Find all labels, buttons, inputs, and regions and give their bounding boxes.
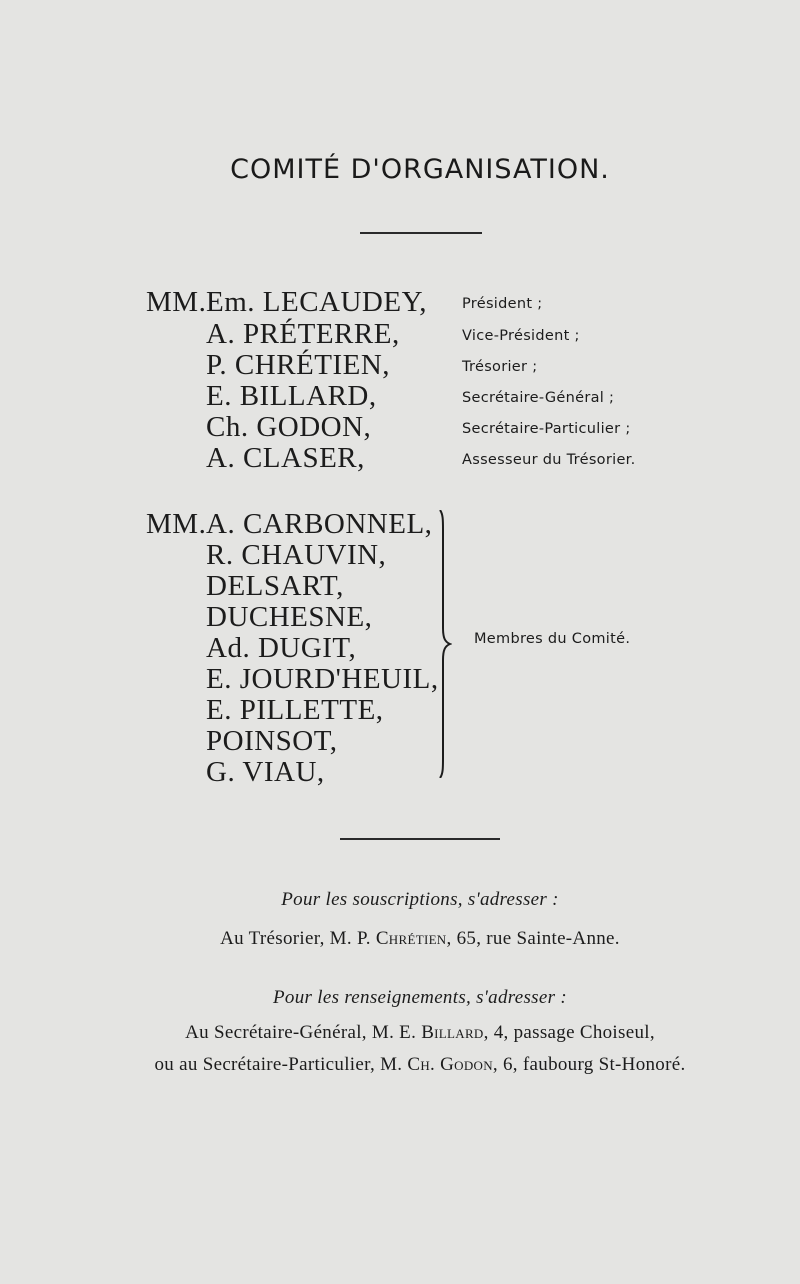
bureau-member-role: Vice-Président ; — [462, 328, 580, 344]
committee-brace — [430, 510, 452, 778]
subscriptions-text: Au Trésorier, M. P. — [220, 928, 376, 949]
bureau-member-role: Assesseur du Trésorier. — [462, 452, 636, 468]
information-text-end: , 4, passage Choiseul, — [483, 1022, 655, 1043]
committee-member: A. CARBONNEL, — [206, 508, 433, 540]
committee-label: Membres du Comité. — [474, 631, 631, 647]
committee-member: Ad. DUGIT, — [206, 632, 357, 664]
information-text-end: , 6, faubourg St-Honoré. — [492, 1054, 686, 1075]
committee-member: G. VIAU, — [206, 756, 325, 788]
bureau-member-name: E. BILLARD, — [206, 380, 377, 412]
bureau-member-role: Secrétaire-Particulier ; — [462, 421, 631, 437]
title-divider — [360, 232, 482, 234]
treasurer-name: Chrétien — [375, 928, 447, 949]
committee-member: E. JOURD'HEUIL, — [206, 663, 439, 695]
page-title: COMITÉ D'ORGANISATION. — [230, 154, 610, 185]
committee-member: E. PILLETTE, — [206, 694, 384, 726]
committee-member: DUCHESNE, — [206, 601, 373, 633]
information-heading: Pour les renseignements, s'adresser : — [273, 987, 567, 1008]
bureau-member-role: Trésorier ; — [462, 359, 538, 375]
subscriptions-text-end: , 65, rue Sainte-Anne. — [446, 928, 620, 949]
bureau-member-role: Secrétaire-Général ; — [462, 390, 615, 406]
committee-member: R. CHAUVIN, — [206, 539, 387, 571]
section-divider — [340, 838, 500, 840]
subscriptions-address — [0, 928, 800, 950]
bureau-prefix: MM. — [146, 286, 207, 318]
secretary-general-name: Billard — [421, 1022, 484, 1043]
information-address-line1 — [0, 1022, 800, 1044]
information-address-line2 — [0, 1054, 800, 1076]
bureau-member-role: Président ; — [462, 296, 543, 312]
committee-member: DELSART, — [206, 570, 344, 602]
information-text: ou au Secrétaire-Particulier, M. — [154, 1054, 408, 1075]
bureau-member-name: P. CHRÉTIEN, — [206, 349, 391, 381]
bureau-member-name: A. PRÉTERRE, — [206, 318, 400, 350]
subscriptions-heading: Pour les souscriptions, s'adresser : — [281, 889, 559, 910]
bureau-member-name: Ch. GODON, — [206, 411, 372, 443]
information-text: Au Secrétaire-Général, M. E. — [185, 1022, 422, 1043]
committee-member: POINSOT, — [206, 725, 338, 757]
bureau-member-name: Em. LECAUDEY, — [206, 286, 428, 318]
private-secretary-name: Ch. Godon — [407, 1054, 493, 1075]
committee-prefix: MM. — [146, 508, 207, 540]
bureau-member-name: A. CLASER, — [206, 442, 365, 474]
